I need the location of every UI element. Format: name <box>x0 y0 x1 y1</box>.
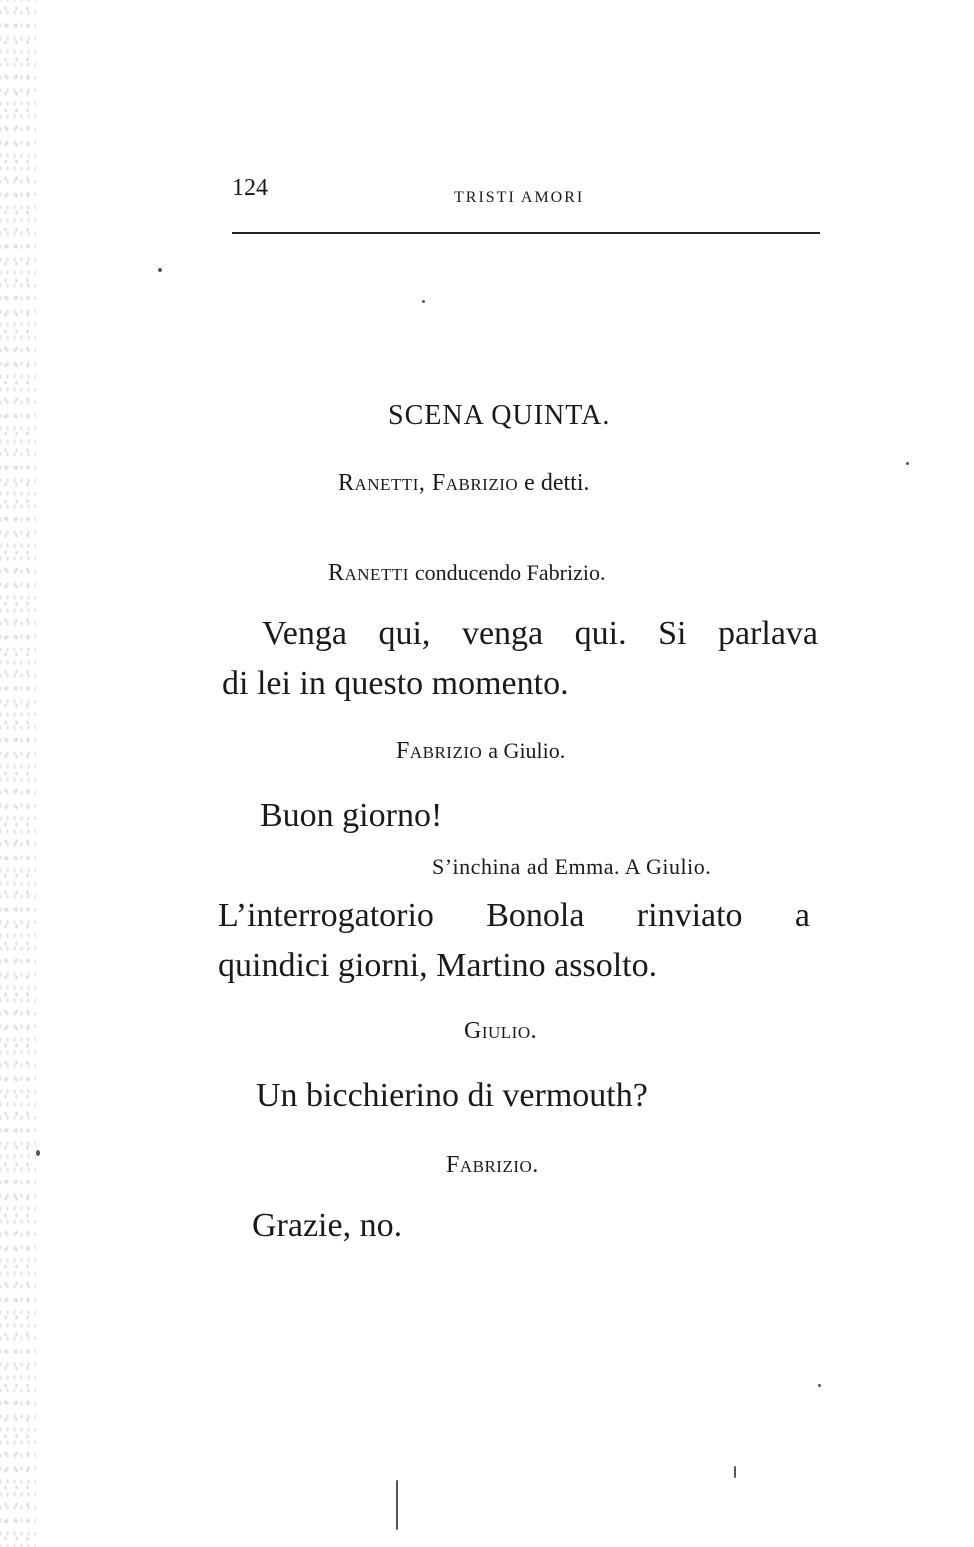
speaker-name: Ranetti <box>328 560 409 586</box>
speaker-name: Fabrizio <box>396 738 483 764</box>
page-header <box>232 175 820 215</box>
running-title: TRISTI AMORI <box>454 189 585 206</box>
speech-line: Venga qui, venga qui. Si parlava <box>262 615 818 652</box>
header-rule <box>232 232 820 234</box>
scan-speckle <box>158 268 162 272</box>
speech-line: Buon giorno! <box>260 797 443 834</box>
speaker-heading <box>464 1018 537 1045</box>
speaker-direction: a Giulio. <box>488 738 566 763</box>
speaker-heading <box>328 560 606 587</box>
page-number: 124 <box>232 175 268 201</box>
cast-rest: e detti. <box>524 470 590 496</box>
scan-edge-left <box>0 0 36 1547</box>
speech-line: quindici giorni, Martino assolto. <box>218 947 658 984</box>
speaker-heading <box>446 1152 539 1179</box>
speaker-name: Fabrizio. <box>446 1152 539 1178</box>
scan-speckle <box>422 300 425 303</box>
speech-line: Grazie, no. <box>252 1207 403 1244</box>
cast-list <box>338 470 589 497</box>
speaker-direction: conducendo Fabrizio. <box>414 560 606 585</box>
speech-line: Un bicchierino di vermouth? <box>256 1077 648 1114</box>
cast-names: Ranetti, Fabrizio <box>338 470 519 496</box>
scan-speckle <box>818 1384 821 1387</box>
speech-line: di lei in questo momento. <box>222 665 569 702</box>
scan-speckle <box>734 1466 736 1478</box>
scene-title: SCENA QUINTA. <box>388 400 611 431</box>
stage-direction: S’inchina ad Emma. A Giulio. <box>432 854 712 879</box>
scan-speckle <box>36 1150 40 1156</box>
speaker-heading <box>396 738 565 765</box>
speech-line: L’interrogatorio Bonola rinviato a <box>218 897 810 934</box>
speaker-name: Giulio. <box>464 1018 538 1044</box>
scan-speckle <box>906 462 909 465</box>
scan-speckle <box>396 1480 398 1530</box>
